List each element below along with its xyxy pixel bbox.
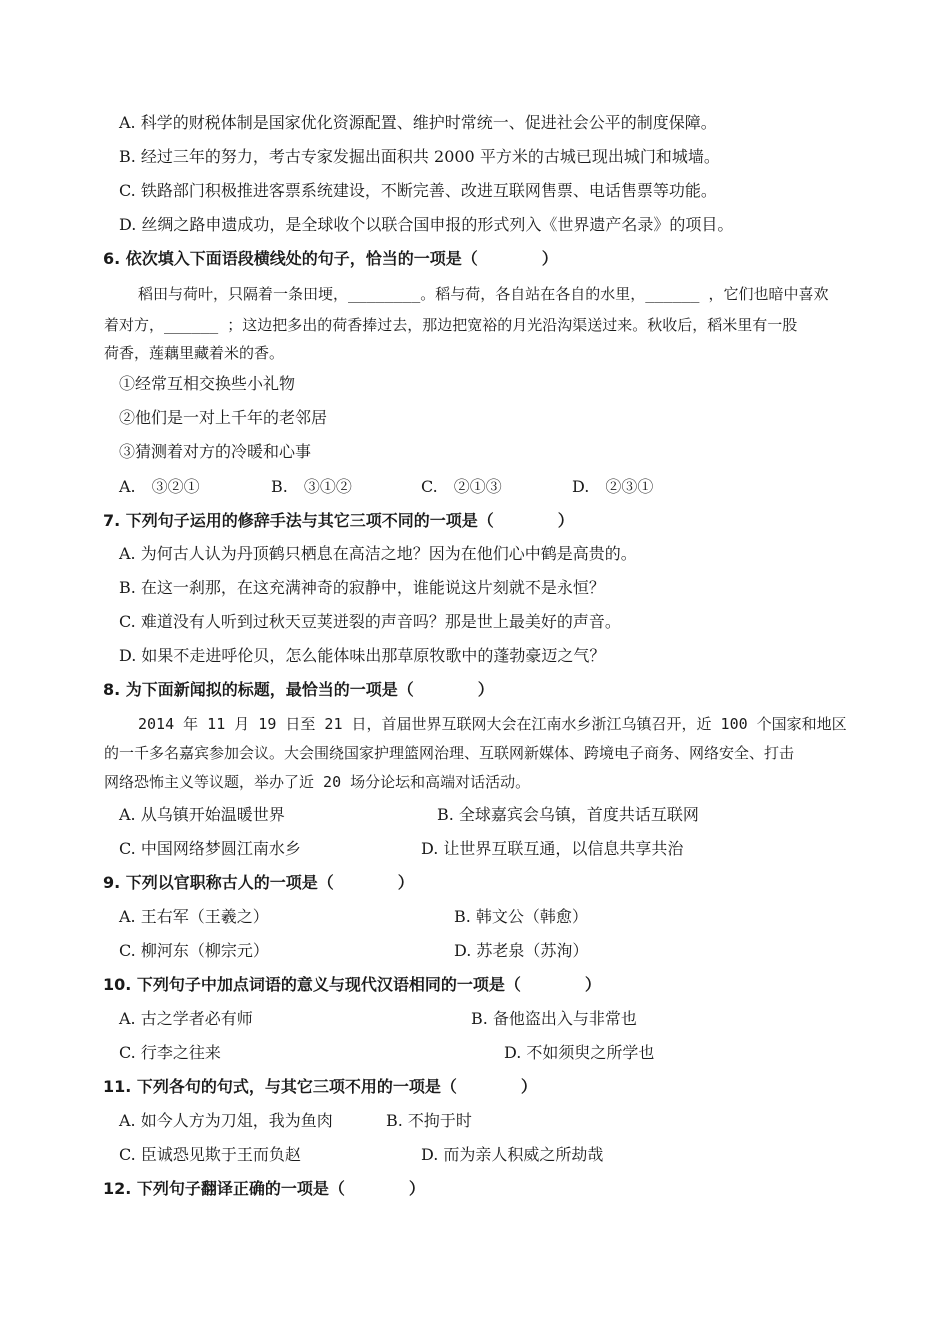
q10-option-c: C. 行李之往来: [119, 1043, 221, 1062]
q6-sentence-3: ③猜测着对方的冷暖和心事: [119, 442, 312, 461]
q11-option-b: B. 不拘于时: [386, 1111, 472, 1130]
q8-option-a: A. 从乌镇开始温暖世界: [119, 805, 285, 824]
q8-option-c: C. 中国网络梦圆江南水乡: [119, 839, 301, 858]
q7-option-a: A. 为何古人认为丹顶鹤只栖息在高洁之地？因为在他们心中鹤是高贵的。: [119, 544, 637, 563]
q6-option-b: B. ③①②: [271, 477, 352, 496]
q12-stem: 12. 下列句子翻译正确的一项是（ ）: [103, 1179, 425, 1198]
q7-option-c: C. 难道没有人听到过秋天豆荚迸裂的声音吗？那是世上最美好的声音。: [119, 612, 621, 631]
q5-option-a: A. 科学的财税体制是国家优化资源配置、维护时常统一、促进社会公平的制度保障。: [119, 113, 717, 132]
q9-option-a: A. 王右军（王羲之）: [119, 907, 269, 926]
q7-option-d: D. 如果不走进呼伦贝，怎么能体味出那草原牧歌中的蓬勃豪迈之气？: [119, 646, 606, 665]
q8-option-b: B. 全球嘉宾会乌镇，首度共话互联网: [437, 805, 699, 824]
q11-option-c: C. 臣诚恐见欺于王而负赵: [119, 1145, 301, 1164]
q10-option-a: A. 古之学者必有师: [119, 1009, 253, 1028]
q6-option-a: A. ③②①: [119, 477, 200, 496]
q6-stem: 6. 依次填入下面语段横线处的句子，恰当的一项是（ ）: [103, 249, 558, 268]
q7-option-b: B. 在这一刹那，在这充满神奇的寂静中，谁能说这片刻就不是永恒？: [119, 578, 605, 597]
q11-stem: 11. 下列各句的句式，与其它三项不用的一项是（ ）: [103, 1077, 537, 1096]
q10-option-d: D. 不如须臾之所学也: [504, 1043, 655, 1062]
q8-news-line-2: 的一千多名嘉宾参加会议。大会围绕国家护理篮网治理、互联网新媒体、跨境电子商务、网络安全、打击: [104, 744, 795, 762]
q8-option-d: D. 让世界互联互通，以信息共享共治: [421, 839, 684, 858]
q9-option-b: B. 韩文公（韩愈）: [454, 907, 588, 926]
q6-passage-line-1: 稻田与荷叶，只隔着一条田埂，________。稻与荷，各自站在各自的水里，______ ，它们也暗中喜欢: [138, 285, 829, 303]
q10-stem: 10. 下列句子中加点词语的意义与现代汉语相同的一项是（ ）: [103, 975, 601, 994]
q11-option-a: A. 如今人方为刀俎，我为鱼肉: [119, 1111, 333, 1130]
q6-passage-line-2: 着对方，______ ；这边把多出的荷香捧过去，那边把宽裕的月光沿沟渠送过来。秋收后，稻米里有一股: [104, 316, 798, 334]
q6-passage-line-3: 荷香，莲藕里藏着米的香。: [104, 344, 285, 362]
q5-option-b: B. 经过三年的努力，考古专家发掘出面积共 2000 平方米的古城已现出城门和城墙。: [119, 147, 720, 166]
q10-option-b: B. 备他盗出入与非常也: [471, 1009, 637, 1028]
q9-stem: 9. 下列以官职称古人的一项是（ ）: [103, 873, 414, 892]
q6-option-d: D. ②③①: [572, 477, 654, 496]
q11-option-d: D. 而为亲人积威之所劫哉: [421, 1145, 604, 1164]
q9-option-d: D. 苏老泉（苏洵）: [454, 941, 589, 960]
q9-option-c: C. 柳河东（柳宗元）: [119, 941, 269, 960]
q8-news-line-3: 网络恐怖主义等议题，举办了近 20 场分论坛和高端对话活动。: [104, 773, 531, 791]
q6-sentence-1: ①经常互相交换些小礼物: [119, 374, 296, 393]
q5-option-c: C. 铁路部门积极推进客票系统建设，不断完善、改进互联网售票、电话售票等功能。: [119, 181, 717, 200]
q8-news-line-1: 2014 年 11 月 19 日至 21 日，首届世界互联网大会在江南水乡浙江乌镇召开，近 100 个国家和地区: [138, 715, 847, 733]
q6-sentence-2: ②他们是一对上千年的老邻居: [119, 408, 328, 427]
q6-option-c: C. ②①③: [421, 477, 502, 496]
q7-stem: 7. 下列句子运用的修辞手法与其它三项不同的一项是（ ）: [103, 511, 574, 530]
q8-stem: 8. 为下面新闻拟的标题，最恰当的一项是（ ）: [103, 680, 494, 699]
q5-option-d: D. 丝绸之路申遗成功，是全球收个以联合国申报的形式列入《世界遗产名录》的项目。: [119, 215, 734, 234]
